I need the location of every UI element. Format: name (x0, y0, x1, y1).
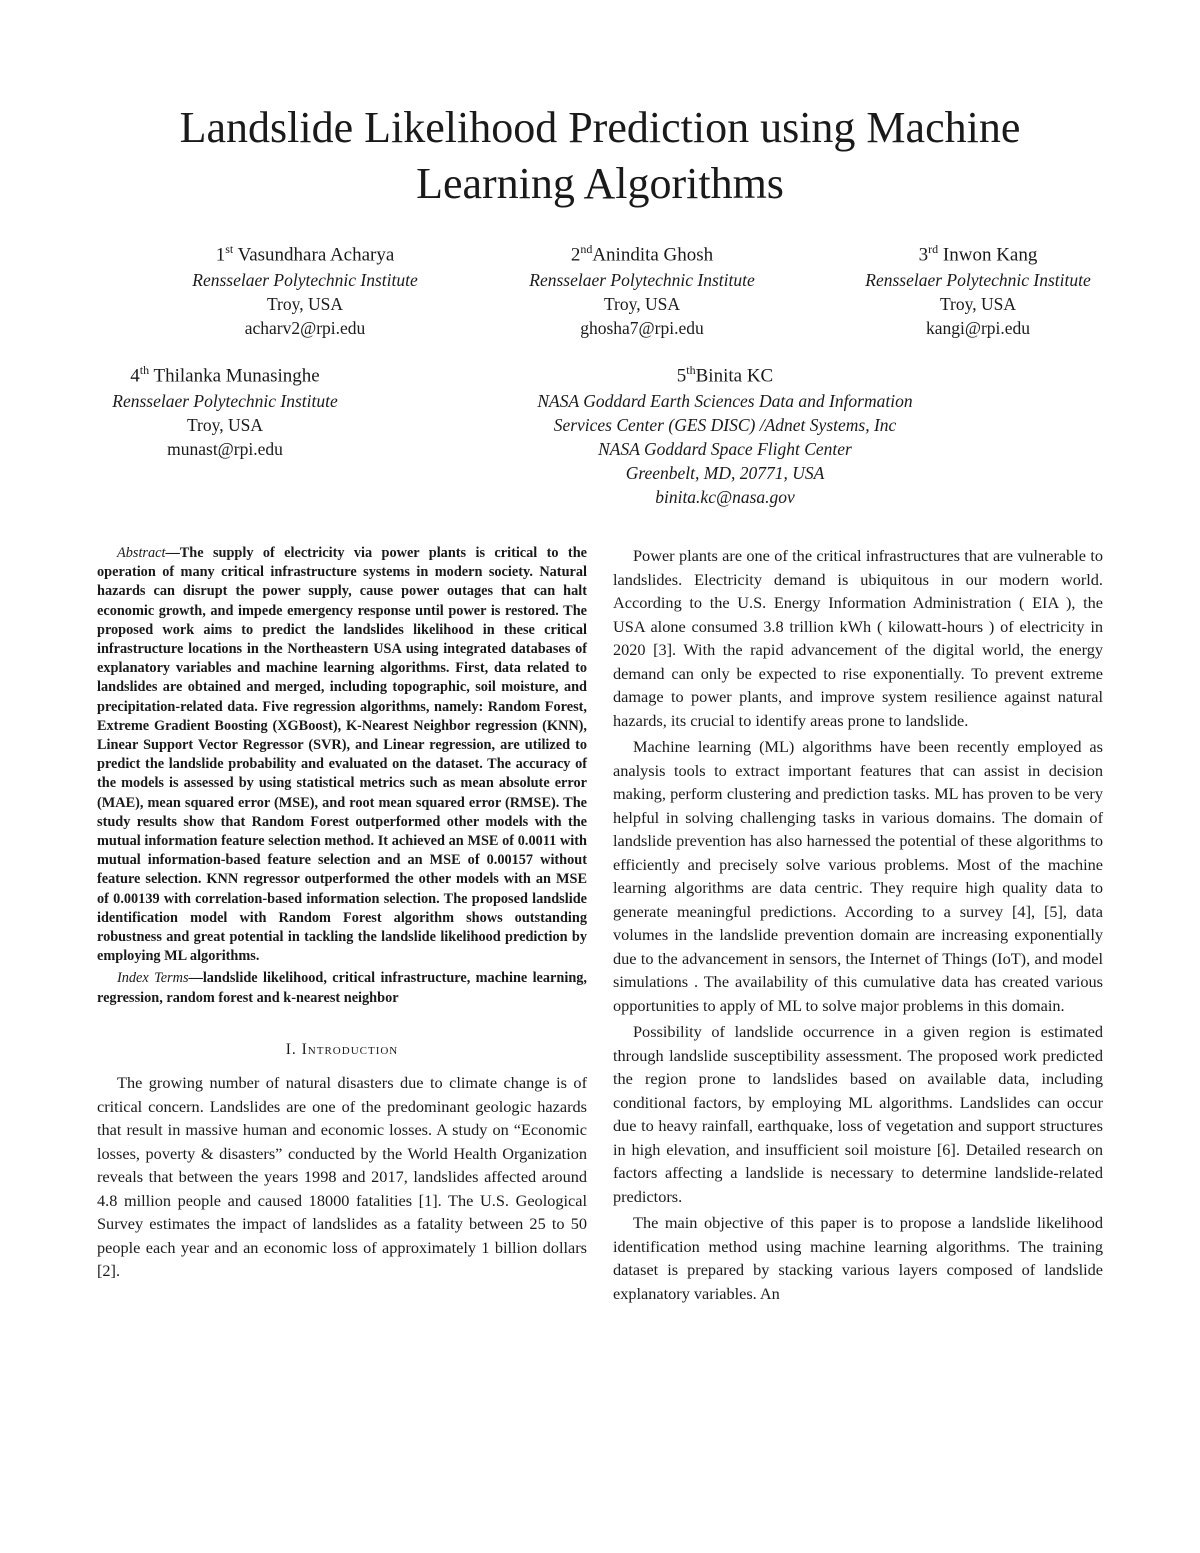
author-location: Troy, USA (186, 415, 264, 436)
author-affiliation: Rensselaer Polytechnic Institute (529, 270, 755, 291)
author-name: 1st Vasundhara Acharya (215, 242, 395, 266)
author-affiliation: Rensselaer Polytechnic Institute (192, 270, 418, 291)
body-paragraph: Machine learning (ML) algorithms have been recently employed as analysis tools to extract important features that can assist in decision making, perform clustering and prediction tasks. ML has proven to be very helpful in solving challenging tasks in various domains. The domain of landslide prevention has also harnessed the potential of these algorithms to efficiently and precisely solve various problems. Most of the machine learning algorithms are data centric. They require high quality data to generate meaningful predictions. According to a survey [4], [5], data volumes in the landslide prevention domain are increasing exponentially due to the advancement in sensors, the Internet of Things (IoT), and model simulations . The availability of this cumulative data has created various opportunities to apply of ML to solve major problems in this domain. (613, 737, 1103, 1015)
author-email: kangi@rpi.edu (925, 318, 1031, 339)
author-block-4 (50, 357, 400, 461)
author-affiliation: Rensselaer Polytechnic Institute (865, 270, 1091, 291)
body-paragraph: Possibility of landslide occurrence in a given region is estimated through landslide susceptibility assessment. The proposed work predicted the region prone to landslides based on available data, including conditional factors, by employing ML algorithms. Landslides can occur due to heavy rainfall, earthquake, loss of vegetation and support structures in high elevation, and insufficient soil moisture [6]. Detailed research on factors affecting a landslide is necessary to determine landslide-related predictors. (613, 1022, 1103, 1206)
title-line-2: Learning Algorithms (416, 159, 784, 208)
author-name: 2ndAnindita Ghosh (570, 242, 714, 266)
author-location: Troy, USA (939, 294, 1017, 315)
author-address: Greenbelt, MD, 20771, USA (625, 463, 825, 484)
author-email: binita.kc@nasa.gov (655, 487, 795, 508)
author-block-1 (130, 236, 480, 340)
left-column (97, 544, 587, 1283)
author-affiliation: Rensselaer Polytechnic Institute (112, 391, 338, 412)
author-email: acharv2@rpi.edu (244, 318, 366, 339)
title-line-1: Landslide Likelihood Prediction using Machine (179, 103, 1021, 152)
abstract-text: —The supply of electricity via power plants is critical to the operation of many critical infrastructure systems in modern society. Natural hazards can disrupt the power supply, cause power outages that can halt economic growth, and impede emergency response until power is restored. The proposed work aims to predict the landslides likelihood in these critical infrastructure locations in the Northeastern USA using integrated databases of explanatory variables and machine learning algorithms. First, data related to landslides are obtained and merged, including topographic, soil moisture, and precipitation-related data. Five regression algorithms, namely: Random Forest, Extreme Gradient Boosting (XGBoost), K-Nearest Neighbor regression (KNN), Linear Support Vector Regressor (SVR), and Linear regression, are utilized to predict the landslide probability and evaluated on the dataset. The accuracy of the models is assessed by using statistical metrics such as mean absolute error (MAE), mean squared error (MSE), and root mean squared error (RMSE). The study results show that Random Forest outperformed other models with the mutual information feature selection method. It achieved an MSE of 0.0011 with mutual information-based feature selection and an MSE of 0.00157 without feature selection. KNN regressor outperformed the other models with an MSE of 0.00139 with correlation-based information selection. The proposed landslide identification model with Random Forest algorithm shows outstanding robustness and great potential in tackling the landslide likelihood prediction by employing ML algorithms. (97, 545, 587, 965)
abstract (97, 544, 587, 966)
author-email: ghosha7@rpi.edu (580, 318, 704, 339)
author-location: Troy, USA (603, 294, 681, 315)
body-paragraph: Power plants are one of the critical infrastructures that are vulnerable to landslides. Electricity demand is ubiquitous in our modern world. According to the U.S. Energy Information Administration ( EIA ), the USA alone consumed 3.8 trillion kWh ( kilowatt-hours ) of electricity in 2020 [3]. With the rapid advancement of the digital world, the energy demand can only be expected to rise exponentially. To prevent extreme damage to power plants, and improve system resilience against natural hazards, its crucial to identify areas prone to landslide. (613, 546, 1103, 730)
author-block-2 (467, 236, 817, 340)
index-terms-label: Index Terms (117, 970, 189, 987)
author-location: Troy, USA (266, 294, 344, 315)
author-name: 4th Thilanka Munasinghe (130, 363, 320, 387)
abstract-label: Abstract (117, 545, 166, 561)
author-affiliation: NASA Goddard Earth Sciences Data and Information (537, 391, 913, 412)
author-block-5 (475, 357, 975, 509)
author-affiliation: NASA Goddard Space Flight Center (598, 439, 852, 460)
intro-paragraph: The growing number of natural disasters due to climate change is of critical concern. Landslides are one of the predominant geologic hazards that result in massive human and economic losses. A study on “Economic losses, poverty & disasters” conducted by the World Health Organization reveals that between the years 1998 and 2017, landslides affected around 4.8 million people and caused 18000 fatalities [1]. The U.S. Geological Survey estimates the impact of landslides as a fatality between 25 to 50 people each year and an economic loss of approximately 1 billion dollars [2]. (97, 1073, 587, 1281)
author-name: 5thBinita KC (676, 363, 774, 387)
author-block-3 (803, 236, 1153, 340)
index-terms-text: —landslide likelihood, critical infrastructure, machine learning, regression, random forest and k-nearest neighbor (97, 970, 587, 1006)
body-paragraph: The main objective of this paper is to propose a landslide likelihood identification method using machine learning algorithms. The training dataset is prepared by stacking various layers composed of landslide explanatory variables. An (613, 1213, 1103, 1303)
right-column (613, 544, 1103, 1305)
paper-title (0, 100, 1200, 212)
section-heading-introduction: I. Introduction (285, 1040, 399, 1058)
index-terms (97, 969, 587, 1007)
author-name: 3rd Inwon Kang (918, 242, 1038, 266)
author-email: munast@rpi.edu (167, 439, 283, 460)
author-affiliation: Services Center (GES DISC) /Adnet Systems, Inc (553, 415, 897, 436)
